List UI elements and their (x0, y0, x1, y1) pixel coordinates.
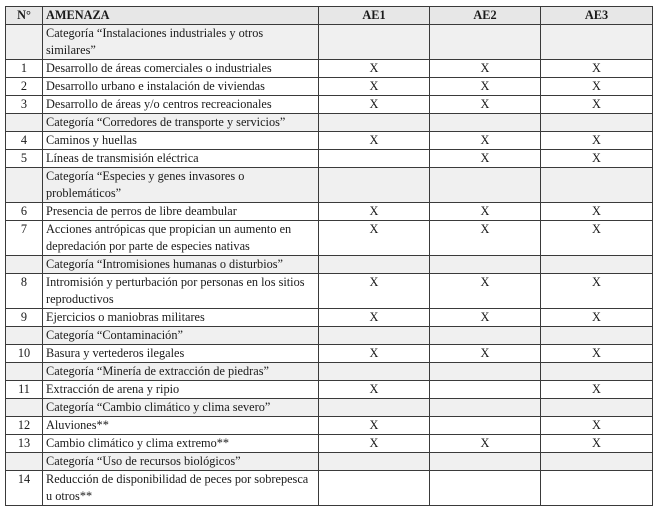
ae1-mark (319, 363, 430, 381)
category-row (6, 453, 653, 471)
ae1-mark: X (319, 96, 430, 114)
threat-label: Desarrollo de áreas y/o centros recreacionales (43, 96, 319, 114)
table-body (6, 25, 653, 506)
ae1-mark: X (319, 78, 430, 96)
header-ae1: AE1 (319, 7, 430, 25)
threat-label: Categoría “Instalaciones industriales y otros similares” (43, 25, 319, 60)
threat-label: Categoría “Minería de extracción de piedras” (43, 363, 319, 381)
category-row (6, 327, 653, 345)
ae3-mark: X (541, 435, 653, 453)
ae3-mark (541, 256, 653, 274)
threat-label: Intromisión y perturbación por personas en los sitios reproductivos (43, 274, 319, 309)
table-row (6, 60, 653, 78)
category-row (6, 363, 653, 381)
ae1-mark: X (319, 381, 430, 399)
ae3-mark (541, 363, 653, 381)
threat-label: Desarrollo urbano e instalación de viviendas (43, 78, 319, 96)
table-row (6, 435, 653, 453)
ae1-mark (319, 453, 430, 471)
row-number: 2 (6, 78, 43, 96)
category-row (6, 25, 653, 60)
ae3-mark (541, 453, 653, 471)
ae3-mark (541, 114, 653, 132)
header-row (6, 7, 653, 25)
ae3-mark: X (541, 345, 653, 363)
row-number: 14 (6, 471, 43, 506)
threat-label: Reducción de disponibilidad de peces por sobrepesca u otros** (43, 471, 319, 506)
ae1-mark (319, 327, 430, 345)
ae2-mark: X (430, 78, 541, 96)
table-row (6, 417, 653, 435)
row-number: 6 (6, 203, 43, 221)
ae3-mark (541, 25, 653, 60)
ae1-mark: X (319, 345, 430, 363)
ae1-mark: X (319, 221, 430, 256)
row-number (6, 399, 43, 417)
ae1-mark (319, 399, 430, 417)
table-row (6, 203, 653, 221)
category-row (6, 168, 653, 203)
threat-label: Categoría “Cambio climático y clima severo” (43, 399, 319, 417)
ae1-mark (319, 150, 430, 168)
ae2-mark: X (430, 96, 541, 114)
table-row (6, 471, 653, 506)
threat-label: Categoría “Contaminación” (43, 327, 319, 345)
ae3-mark: X (541, 203, 653, 221)
ae2-mark (430, 168, 541, 203)
ae3-mark: X (541, 96, 653, 114)
ae2-mark: X (430, 150, 541, 168)
threat-label: Categoría “Uso de recursos biológicos” (43, 453, 319, 471)
threat-label: Líneas de transmisión eléctrica (43, 150, 319, 168)
threat-label: Presencia de perros de libre deambular (43, 203, 319, 221)
table-row (6, 345, 653, 363)
row-number (6, 363, 43, 381)
table-row (6, 309, 653, 327)
category-row (6, 256, 653, 274)
row-number: 1 (6, 60, 43, 78)
ae3-mark: X (541, 274, 653, 309)
ae2-mark (430, 399, 541, 417)
row-number (6, 327, 43, 345)
ae1-mark (319, 114, 430, 132)
ae3-mark: X (541, 60, 653, 78)
ae2-mark (430, 363, 541, 381)
ae2-mark: X (430, 60, 541, 78)
ae3-mark: X (541, 309, 653, 327)
row-number (6, 114, 43, 132)
ae2-mark (430, 417, 541, 435)
header-number: N° (6, 7, 43, 25)
row-number: 11 (6, 381, 43, 399)
row-number: 4 (6, 132, 43, 150)
ae2-mark (430, 25, 541, 60)
ae2-mark (430, 114, 541, 132)
ae1-mark: X (319, 435, 430, 453)
ae3-mark: X (541, 221, 653, 256)
row-number (6, 453, 43, 471)
table-row (6, 96, 653, 114)
header-threat: AMENAZA (43, 7, 319, 25)
row-number: 12 (6, 417, 43, 435)
row-number: 10 (6, 345, 43, 363)
threat-label: Cambio climático y clima extremo** (43, 435, 319, 453)
table-row (6, 381, 653, 399)
row-number: 5 (6, 150, 43, 168)
ae1-mark: X (319, 203, 430, 221)
row-number: 3 (6, 96, 43, 114)
row-number: 13 (6, 435, 43, 453)
threat-label: Desarrollo de áreas comerciales o industriales (43, 60, 319, 78)
ae3-mark: X (541, 132, 653, 150)
row-number: 7 (6, 221, 43, 256)
row-number: 9 (6, 309, 43, 327)
ae2-mark: X (430, 203, 541, 221)
table-row (6, 78, 653, 96)
ae3-mark: X (541, 78, 653, 96)
ae3-mark (541, 168, 653, 203)
ae2-mark (430, 453, 541, 471)
table-row (6, 150, 653, 168)
threat-label: Categoría “Especies y genes invasores o problemáticos” (43, 168, 319, 203)
category-row (6, 114, 653, 132)
ae2-mark: X (430, 345, 541, 363)
row-number (6, 25, 43, 60)
threat-label: Extracción de arena y ripio (43, 381, 319, 399)
table-row (6, 132, 653, 150)
ae1-mark: X (319, 132, 430, 150)
category-row (6, 399, 653, 417)
ae2-mark (430, 381, 541, 399)
header-ae2: AE2 (430, 7, 541, 25)
ae2-mark: X (430, 221, 541, 256)
ae3-mark: X (541, 150, 653, 168)
row-number: 8 (6, 274, 43, 309)
ae1-mark (319, 256, 430, 274)
threat-label: Ejercicios o maniobras militares (43, 309, 319, 327)
threat-label: Caminos y huellas (43, 132, 319, 150)
ae3-mark: X (541, 381, 653, 399)
ae3-mark (541, 399, 653, 417)
ae2-mark (430, 256, 541, 274)
ae1-mark (319, 471, 430, 506)
table-row (6, 274, 653, 309)
table-row (6, 221, 653, 256)
ae1-mark: X (319, 417, 430, 435)
threat-label: Acciones antrópicas que propician un aumento en depredación por parte de especies nativas (43, 221, 319, 256)
row-number (6, 168, 43, 203)
threats-table (5, 6, 653, 506)
ae3-mark (541, 327, 653, 345)
ae2-mark: X (430, 274, 541, 309)
threat-label: Aluviones** (43, 417, 319, 435)
header-ae3: AE3 (541, 7, 653, 25)
ae1-mark: X (319, 309, 430, 327)
ae2-mark (430, 327, 541, 345)
ae2-mark: X (430, 435, 541, 453)
ae3-mark (541, 471, 653, 506)
ae2-mark (430, 471, 541, 506)
ae1-mark (319, 25, 430, 60)
threat-label: Basura y vertederos ilegales (43, 345, 319, 363)
ae2-mark: X (430, 132, 541, 150)
threat-label: Categoría “Corredores de transporte y servicios” (43, 114, 319, 132)
threat-label: Categoría “Intromisiones humanas o disturbios” (43, 256, 319, 274)
ae1-mark (319, 168, 430, 203)
row-number (6, 256, 43, 274)
ae1-mark: X (319, 274, 430, 309)
ae3-mark: X (541, 417, 653, 435)
ae1-mark: X (319, 60, 430, 78)
ae2-mark: X (430, 309, 541, 327)
